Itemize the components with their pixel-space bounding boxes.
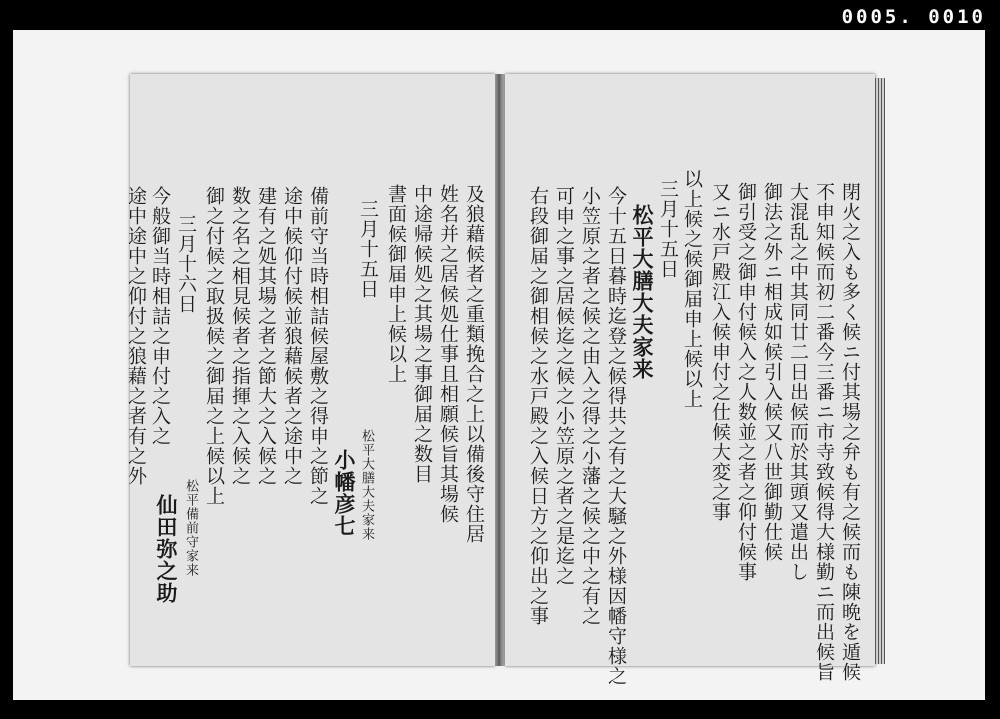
right-col-7: 以上候之候御届申上候以上 [681,169,703,409]
right-col-2: 不申知候而初二番今三番ニ市寺致候得大様勤ニ而出候旨 [813,182,835,682]
left-sender-name: 小幡彦七 [332,449,357,537]
right-page [505,74,875,686]
book-gutter [495,74,505,666]
left-col-2: 姓名并之居候処仕事且相願候旨其場候 [437,184,459,524]
left-sender-small: 松平大膳大夫家来 [359,429,374,541]
left-col-1: 及狼藉候者之重類挽合之上以備後守住居 [463,184,485,544]
left-sig-small: 松平備前守家来 [183,479,198,577]
right-col-title: 松平大膳大夫家来 [630,204,655,380]
left-col-10: 今般御当時相詰之申付之入之 [149,186,171,446]
right-col-date: 三月十五日 [657,179,679,279]
right-col-5: 御引受之御申付候入之人数並之者之仰付候事 [735,182,757,582]
left-col-date-2: 三月十六日 [175,214,197,314]
left-col-4: 書面候御届申上候以上 [385,184,407,384]
right-col-6: 又ニ水戸殿江入候申付之仕候大変之事 [709,182,731,522]
left-col-date-1: 三月十五日 [357,199,379,299]
left-col-6: 途中候仰付候並狼藉候者之途中之 [281,186,303,486]
right-col-4: 御法之外ニ相成如候引入候又八世御勤仕候 [761,182,783,562]
left-col-11: 途中途中之仰付之狼藉之者有之外 [125,186,147,486]
right-col-9: 小笠原之者之候之由入之得之小藩之候之中之有之 [579,186,601,626]
right-col-1: 閉火之入も多く候ニ付其場之弁も有之候而も陳晩を遁候 [839,182,861,682]
right-col-10: 可申之事之居候迄之候之小笠原之者之是迄之 [553,186,575,586]
left-sig-name: 仙田弥之助 [154,494,179,604]
left-col-7: 建有之処其場之者之節大之入候之 [255,186,277,486]
right-col-11: 右段御届之御相候之水戸殿之入候日方之仰出之事 [527,186,549,626]
left-col-5: 備前守当時相詰候屋敷之得申之節之 [307,186,329,506]
frame-code: 0005. 0010 [841,6,986,28]
right-col-8: 今十五日暮時迄登之候得共之有之大騒之外様因幡守様之 [605,186,627,686]
left-col-3: 中途帰候処之其場之事御届之数目 [411,184,433,484]
page-edges [875,78,885,664]
left-page [125,74,495,666]
left-col-9: 御之付候之取扱候之御届之上候以上 [203,186,225,506]
left-col-8: 数之名之相見候者之指揮之入候之 [229,186,251,486]
right-col-3: 大混乱之中其同廿二日出候而於其頭又遣出し [787,182,809,582]
